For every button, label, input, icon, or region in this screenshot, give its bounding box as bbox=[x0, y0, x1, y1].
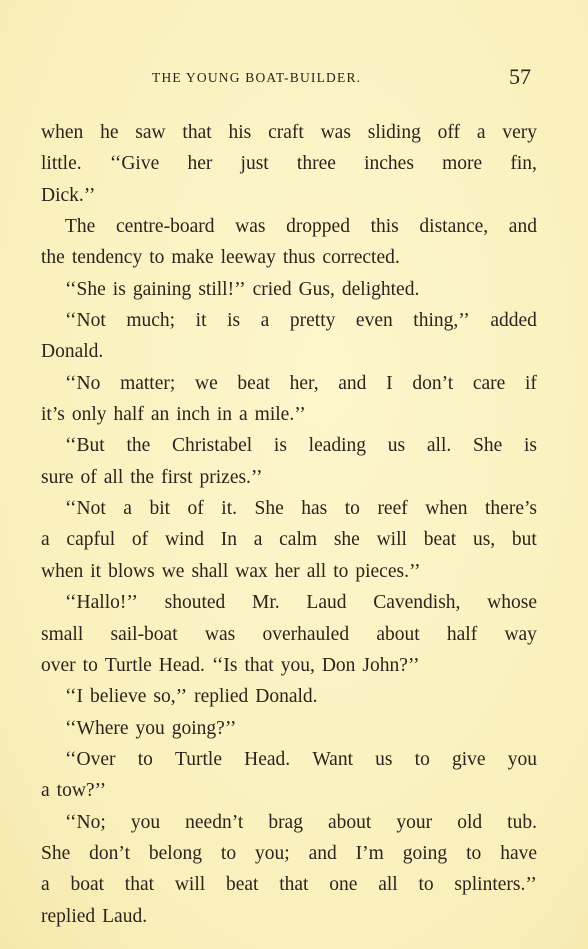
text-line: ‘‘Where you going?’’ bbox=[65, 717, 237, 739]
text-line: when he saw that his craft was sliding off a very bbox=[41, 122, 537, 143]
text-line: ‘‘I believe so,’’ replied Donald. bbox=[65, 686, 318, 708]
text-line: The centre-board was dropped this distance, and bbox=[65, 216, 537, 238]
running-title: THE YOUNG BOAT-BUILDER. bbox=[152, 70, 362, 85]
text-line: She don’t belong to you; and I’m going to have bbox=[41, 842, 537, 864]
text-line: a capful of wind In a calm she will beat us, but bbox=[41, 529, 537, 551]
text-line: ‘‘Not much; it is a pretty even thing,’’ added bbox=[65, 310, 537, 332]
text-line: little. ‘‘Give her just three inches more fin, bbox=[41, 153, 537, 175]
text-line: ‘‘But the Christabel is leading us all. She is bbox=[65, 435, 537, 457]
text-line: ‘‘No; you needn’t brag about your old tub. bbox=[65, 811, 537, 833]
text-line: small sail-boat was overhauled about half way bbox=[41, 623, 537, 645]
text-line: sure of all the first prizes.’’ bbox=[41, 466, 263, 488]
text-line: the tendency to make leeway thus corrected. bbox=[41, 247, 400, 269]
text-line: Donald. bbox=[41, 341, 104, 363]
text-line: ‘‘Not a bit of it. She has to reef when there’s bbox=[65, 498, 537, 520]
text-line: Dick.’’ bbox=[41, 184, 96, 206]
page-header bbox=[0, 64, 588, 94]
text-line: ‘‘Hallo!’’ shouted Mr. Laud Cavendish, whose bbox=[65, 592, 537, 614]
text-line: ‘‘Over to Turtle Head. Want us to give you bbox=[65, 748, 537, 770]
body-text bbox=[41, 117, 537, 932]
text-line: over to Turtle Head. ‘‘Is that you, Don John?’’ bbox=[41, 654, 420, 676]
page-number: 57 bbox=[509, 64, 531, 89]
text-line: a tow?’’ bbox=[41, 780, 107, 802]
text-line: ‘‘No matter; we beat her, and I don’t care if bbox=[65, 372, 537, 394]
text-line: ‘‘She is gaining still!’’ cried Gus, delighted. bbox=[65, 278, 420, 300]
text-line: replied Laud. bbox=[41, 905, 148, 927]
text-line: it’s only half an inch in a mile.’’ bbox=[41, 404, 306, 426]
text-line: when it blows we shall wax her all to pieces.’’ bbox=[41, 560, 421, 582]
text-line: a boat that will beat that one all to splinters.’’ bbox=[41, 874, 537, 896]
